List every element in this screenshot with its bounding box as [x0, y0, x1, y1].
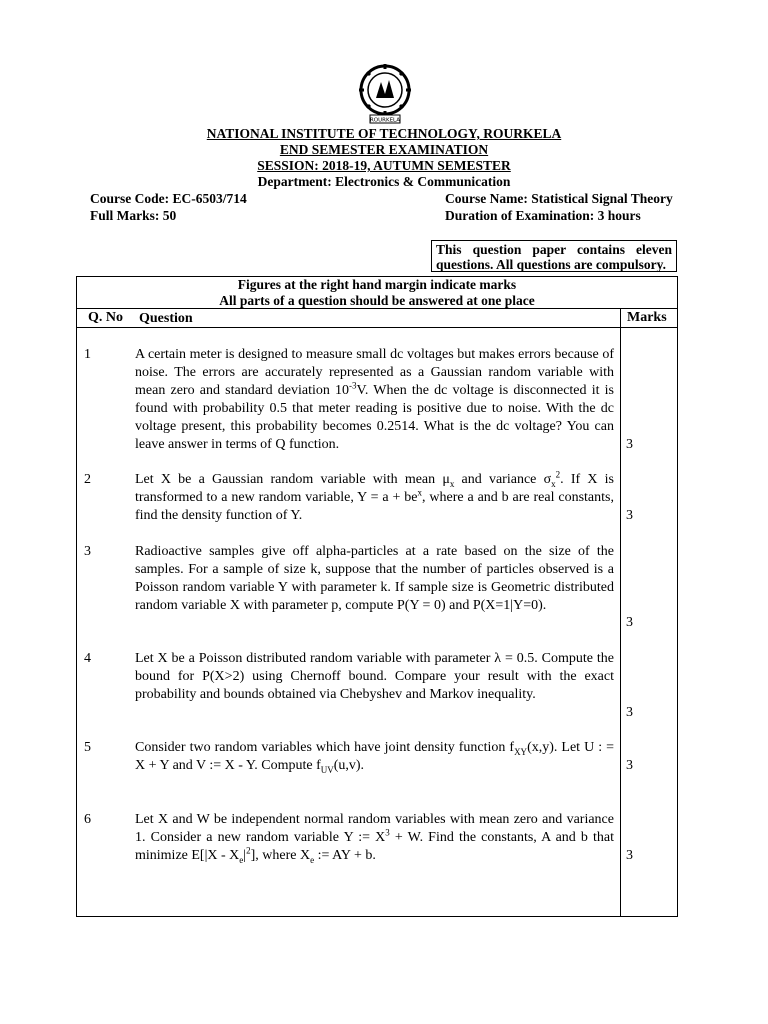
department: Department: Electronics & Communication: [257, 174, 511, 189]
question-number: 5: [84, 740, 91, 755]
column-header-qno: Q. No: [88, 310, 123, 325]
question-marks: 3: [626, 508, 633, 523]
marks-column-divider: [620, 308, 621, 917]
institute-name: NATIONAL INSTITUTE OF TECHNOLOGY, ROURKELA: [206, 126, 562, 141]
session-title: SESSION: 2018-19, AUTUMN SEMESTER: [257, 158, 511, 173]
full-marks: Full Marks: 50: [90, 208, 177, 223]
question-number: 2: [84, 472, 91, 487]
question-number: 4: [84, 651, 91, 666]
question-marks: 3: [626, 615, 633, 630]
course-name: Course Name: Statistical Signal Theory: [445, 191, 673, 206]
question-number: 3: [84, 544, 91, 559]
exam-title: END SEMESTER EXAMINATION: [279, 142, 489, 157]
column-header-marks: Marks: [627, 310, 667, 325]
question-marks: 3: [626, 758, 633, 773]
question-number: 6: [84, 812, 91, 827]
notice-box: This question paper contains eleven questions. All questions are compulsory.: [431, 240, 677, 272]
instruction-line: Figures at the right hand margin indicate marks: [237, 277, 517, 292]
question-marks: 3: [626, 437, 633, 452]
question-marks: 3: [626, 848, 633, 863]
question-text: Let X be a Poisson distributed random variable with parameter λ = 0.5. Compute the bound for P(X>2) using Chernoff bound. Compare your result with the exact probability and bounds obtained via Chebyshev and Markov inequality.: [135, 651, 614, 702]
duration: Duration of Examination: 3 hours: [445, 208, 641, 223]
question-text: Consider two random variables which have joint density function $f_{XY}(x,y)$. Let U : = X + Y and V := X - Y. Compute $f_{UV}(u,v)$.: [135, 740, 614, 775]
column-header-question: Question: [139, 311, 193, 326]
question-text: Let X be a Gaussian random variable with mean $\mu_x$ and variance $\sigma_x^2$. If X is transformed to a new random variable, $Y = a + be^x$, where a and b are real constants, find the density function of Y.: [135, 469, 614, 523]
question-text: Let X and W be independent normal random variables with mean zero and variance 1. Consider a new random variable Y := $X^3 + W$. Find the constants, A and b that minimize $E[|X - X_e|^2]$, where $X_e$ := AY + b.: [135, 812, 614, 865]
institute-logo: [348, 64, 422, 124]
question-marks: 3: [626, 705, 633, 720]
svg-text:ROURKELA: ROURKELA: [369, 117, 401, 124]
question-text: A certain meter is designed to measure small dc voltages but makes errors because of noise. The errors are accurately represented as a Gaussian random variable with mean zero and standard deviation $10^{-3}V$. When the dc voltage is disconnected it is found with probability 0.5 that meter reading is positive due to noise. With the dc voltage present, this probability becomes 0.2514. What is the dc voltage? You can leave answer in terms of Q function.: [135, 347, 614, 452]
question-number: 1: [84, 347, 91, 362]
question-text: Radioactive samples give off alpha-particles at a rate based on the size of the samples. For a sample of size k, suppose that the number of particles observed is a Poisson random variable Y with parameter k. If sample size is Geometric distributed random variable X with parameter p, compute P(Y = 0) and P(X=1|Y=0).: [135, 544, 614, 613]
instruction-line: All parts of a question should be answered at one place: [219, 293, 535, 308]
table-divider: [76, 327, 678, 328]
course-code: Course Code: EC-6503/714: [90, 191, 247, 206]
